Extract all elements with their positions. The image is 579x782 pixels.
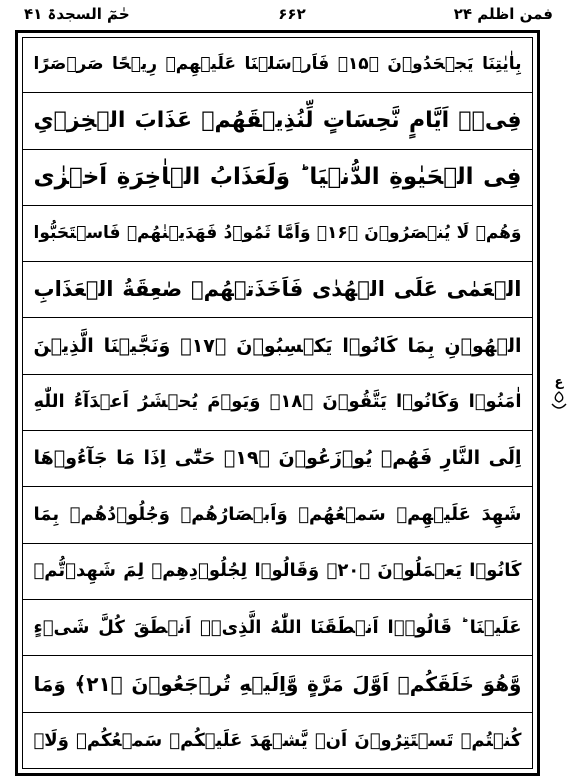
text-line-7 (22, 375, 533, 431)
surah-title: حٰمٓ السجدۃ ۴۱ (24, 5, 130, 23)
line-text: وَهُمۡ لَا يُنۡصَرُوۡنَ ﴿۱۶﴾ وَاَمَّا ثَمُوۡدُ فَهَدَيۡنٰهُمۡ فَاسۡتَحَبُّوا (33, 223, 522, 244)
line-text: بِاٰيٰتِنَا يَجۡحَدُوۡنَ ﴿۱۵﴾ فَاَرۡسَلۡنَا عَلَيۡهِمۡ رِيۡحًا صَرۡصَرًا (33, 54, 522, 75)
ruku-mark-glyph: ع (554, 375, 564, 390)
text-line-11 (22, 600, 533, 656)
text-line-10 (22, 544, 533, 600)
line-text: فِىۡۤ اَيَّامٍ نَّحِسَاتٍ لِّنُذِيۡقَهُمۡ عَذَابَ الۡخِزۡىِ (33, 107, 522, 133)
text-line-5 (22, 262, 533, 318)
line-text: اٰمَنُوۡا وَكَانُوۡا يَتَّقُوۡنَ ﴿۱۸﴾ وَيَوۡمَ يُحۡشَرُ اَعۡدَآءُ اللّٰهِ (33, 391, 522, 413)
line-text: كُنۡتُمۡ تَسۡتَتِرُوۡنَ اَنۡ يَّشۡهَدَ عَلَيۡكُمۡ سَمۡعُكُمۡ وَلَاۤ (33, 729, 522, 751)
text-line-9 (22, 487, 533, 543)
line-text: الۡهُوۡنِ بِمَا كَانُوۡا يَكۡسِبُوۡنَ ﴿۱۷﴾ وَنَجَّيۡنَا الَّذِيۡنَ (33, 334, 522, 357)
line-text: كَانُوۡا يَعۡمَلُوۡنَ ﴿۲۰﴾ وَقَالُوۡا لِجُلُوۡدِهِمۡ لِمَ شَهِدۡتُّمۡ (33, 560, 522, 582)
text-line-3 (22, 150, 533, 206)
text-line-12 (22, 656, 533, 712)
ruku-marker (544, 376, 574, 418)
text-line-6 (22, 319, 533, 375)
ruku-ornament-icon (548, 390, 570, 412)
text-line-2 (22, 93, 533, 149)
line-text: شَهِدَ عَلَيۡهِمۡ سَمۡعُهُمۡ وَاَبۡصَارُهُمۡ وَجُلُوۡدُهُمۡ بِمَا (33, 504, 522, 526)
text-line-8 (22, 431, 533, 487)
text-block (22, 37, 533, 769)
line-text: وَّهُوَ خَلَقَكُمۡ اَوَّلَ مَرَّةٍ وَّاِلَيۡهِ تُرۡجَعُوۡنَ ﴿۲۱﴾ وَمَا (33, 671, 522, 696)
text-line-4 (22, 206, 533, 262)
line-text: عَلَيۡنَا ؕ قَالُوۡۤا اَنۡطَقَنَا اللّٰهُ الَّذِىۡۤ اَنۡطَقَ كُلَّ شَىۡءٍ (33, 616, 522, 638)
text-line-13 (22, 713, 533, 769)
line-text: اِلَى النَّارِ فَهُمۡ يُوۡزَعُوۡنَ ﴿۱۹﴾ حَتّٰٓى اِذَا مَا جَآءُوۡهَا (33, 447, 522, 470)
page-number: ۶۶۲ (278, 5, 306, 23)
line-text: فِى الۡحَيٰوةِ الدُّنۡيَا ؕ وَلَعَذَابُ الۡاٰخِرَةِ اَخۡزٰى (33, 163, 522, 190)
line-text: الۡعَمٰى عَلَى الۡهُدٰى فَاَخَذَتۡهُمۡ صٰعِقَةُ الۡعَذَابِ (33, 277, 522, 302)
text-line-1 (22, 37, 533, 93)
juz-title: فمن اظلم ۲۴ (453, 5, 553, 23)
